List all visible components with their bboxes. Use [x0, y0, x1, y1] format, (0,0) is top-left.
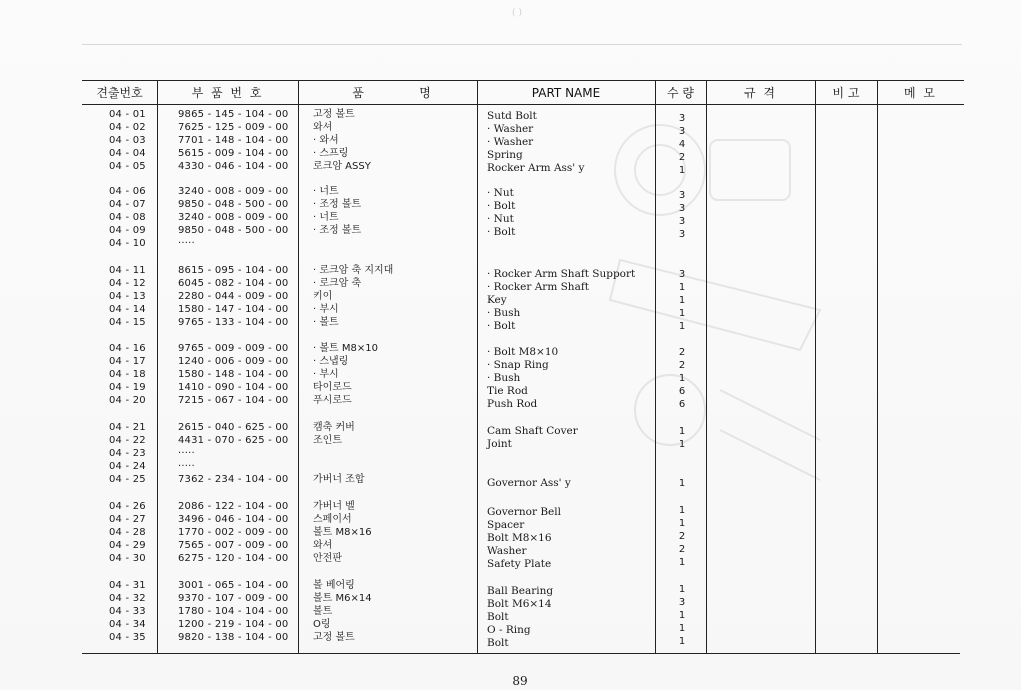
quantity: 3: [678, 203, 686, 214]
row-number: 04 - 29: [109, 540, 146, 551]
korean-name: 볼트 M6×14: [313, 593, 372, 604]
quantity: 1: [678, 505, 686, 516]
quantity: 1: [678, 557, 686, 568]
part-number: 2615 - 040 - 625 - 00: [178, 422, 289, 433]
quantity: 1: [678, 426, 686, 437]
row-number: 04 - 22: [109, 435, 146, 446]
part-name: O - Ring: [487, 624, 531, 636]
quantity: 1: [678, 610, 686, 621]
quantity: 2: [678, 531, 686, 542]
part-name: Bolt: [487, 637, 509, 649]
korean-name: · 스프링: [313, 148, 349, 159]
parts-table: [82, 80, 964, 654]
top-faint-rule: [82, 44, 962, 45]
korean-name: 로크암 ASSY: [313, 161, 371, 172]
header-spec: 규 격: [744, 86, 777, 100]
part-name: · Nut: [487, 187, 514, 199]
row-number: 04 - 01: [109, 109, 146, 120]
row-number: 04 - 19: [109, 382, 146, 393]
column-divider: [477, 80, 478, 654]
header-remark: 비 고: [832, 86, 860, 100]
column-divider: [877, 80, 878, 654]
korean-name: · 볼트 M8×10: [313, 343, 378, 354]
quantity: 1: [678, 478, 686, 489]
header-part-name: PART NAME: [531, 86, 601, 100]
quantity: 4: [678, 139, 686, 150]
quantity: 3: [678, 597, 686, 608]
quantity: 1: [678, 623, 686, 634]
row-number: 04 - 15: [109, 317, 146, 328]
part-name: · Nut: [487, 213, 514, 225]
part-number: 2086 - 122 - 104 - 00: [178, 501, 289, 512]
part-number: 7625 - 125 - 009 - 00: [178, 122, 289, 133]
part-name: · Bolt M8×10: [487, 346, 559, 358]
part-number: 2280 - 044 - 009 - 00: [178, 291, 289, 302]
header-no: 견출번호: [96, 86, 143, 100]
quantity: 1: [678, 636, 686, 647]
quantity: 2: [678, 360, 686, 371]
part-number: 6275 - 120 - 104 - 00: [178, 553, 289, 564]
korean-name: · 부시: [313, 304, 339, 315]
part-name: · Washer: [487, 136, 534, 148]
korean-name: 캠축 커버: [313, 422, 355, 433]
row-number: 04 - 17: [109, 356, 146, 367]
part-number: 6045 - 082 - 104 - 00: [178, 278, 289, 289]
part-name: Governor Bell: [487, 506, 561, 518]
korean-name: · 볼트: [313, 317, 339, 328]
part-name: Spring: [487, 149, 523, 161]
part-number: 1780 - 104 - 104 - 00: [178, 606, 289, 617]
part-name: Push Rod: [487, 398, 538, 410]
row-number: 04 - 20: [109, 395, 146, 406]
part-number: 9850 - 048 - 500 - 00: [178, 199, 289, 210]
row-number: 04 - 04: [109, 148, 146, 159]
row-number: 04 - 11: [109, 265, 146, 276]
part-number: 3240 - 008 - 009 - 00: [178, 212, 289, 223]
column-divider: [706, 80, 707, 654]
row-number: 04 - 08: [109, 212, 146, 223]
quantity: 1: [678, 518, 686, 529]
korean-name: 키이: [313, 291, 333, 302]
part-name: · Washer: [487, 123, 534, 135]
quantity: 6: [678, 399, 686, 410]
part-name: · Bush: [487, 372, 521, 384]
part-name: Rocker Arm Ass' y: [487, 162, 585, 174]
part-name: Sutd Bolt: [487, 110, 537, 122]
korean-name: · 와셔: [313, 135, 339, 146]
part-number: 9850 - 048 - 500 - 00: [178, 225, 289, 236]
korean-name: 볼트: [313, 606, 333, 617]
quantity: 3: [678, 229, 686, 240]
part-name: Spacer: [487, 519, 525, 531]
row-number: 04 - 27: [109, 514, 146, 525]
part-number: 7701 - 148 - 104 - 00: [178, 135, 289, 146]
korean-name: 고정 볼트: [313, 632, 355, 643]
part-name: · Bolt: [487, 200, 516, 212]
part-number: 4330 - 046 - 104 - 00: [178, 161, 289, 172]
row-number: 04 - 13: [109, 291, 146, 302]
korean-name: 고정 볼트: [313, 109, 355, 120]
row-number: 04 - 12: [109, 278, 146, 289]
column-divider: [298, 80, 299, 654]
part-name: Ball Bearing: [487, 585, 554, 597]
row-number: 04 - 02: [109, 122, 146, 133]
part-name: Bolt M8×16: [487, 532, 552, 544]
quantity: 1: [678, 373, 686, 384]
row-number: 04 - 30: [109, 553, 146, 564]
quantity: 3: [678, 113, 686, 124]
korean-name: · 조정 볼트: [313, 225, 362, 236]
quantity: 1: [678, 584, 686, 595]
page-number: 89: [512, 674, 528, 688]
row-number: 04 - 35: [109, 632, 146, 643]
korean-name: 타이로드: [313, 382, 352, 393]
korean-name: · 로크암 축: [313, 278, 362, 289]
part-name: Bolt M6×14: [487, 598, 552, 610]
korean-name: O링: [313, 619, 331, 630]
part-number: 1580 - 148 - 104 - 00: [178, 369, 289, 380]
quantity: 3: [678, 269, 686, 280]
korean-name: 스페이서: [313, 514, 352, 525]
korean-name: · 로크암 축 지지대: [313, 265, 394, 276]
part-name: Joint: [487, 438, 512, 450]
part-name: Cam Shaft Cover: [487, 425, 578, 437]
quantity: 3: [678, 126, 686, 137]
row-number: 04 - 09: [109, 225, 146, 236]
row-number: 04 - 14: [109, 304, 146, 315]
part-number: 7362 - 234 - 104 - 00: [178, 474, 289, 485]
quantity: 1: [678, 308, 686, 319]
part-number: 1580 - 147 - 104 - 00: [178, 304, 289, 315]
part-number: 7565 - 007 - 009 - 00: [178, 540, 289, 551]
header-name-kr-1: 품: [352, 86, 364, 100]
quantity: 3: [678, 216, 686, 227]
row-number: 04 - 31: [109, 580, 146, 591]
part-name: Washer: [487, 545, 527, 557]
part-number: 3001 - 065 - 104 - 00: [178, 580, 289, 591]
korean-name: 와셔: [313, 122, 333, 133]
part-number: 3240 - 008 - 009 - 00: [178, 186, 289, 197]
row-number: 04 - 03: [109, 135, 146, 146]
part-number: 8615 - 095 - 104 - 00: [178, 265, 289, 276]
quantity: 1: [678, 165, 686, 176]
quantity: 1: [678, 439, 686, 450]
korean-name: 가버너 조합: [313, 474, 365, 485]
korean-name: 안전판: [313, 553, 342, 564]
header-qty: 수 량: [667, 86, 694, 100]
table-top-rule: [82, 80, 964, 81]
part-name: Tie Rod: [487, 385, 528, 397]
row-number: 04 - 28: [109, 527, 146, 538]
header-memo: 메 모: [904, 86, 937, 100]
part-number: 9370 - 107 - 009 - 00: [178, 593, 289, 604]
part-name: · Snap Ring: [487, 359, 549, 371]
column-divider: [815, 80, 816, 654]
row-number: 04 - 16: [109, 343, 146, 354]
table-bottom-rule: [82, 653, 960, 654]
korean-name: 푸시로드: [313, 395, 352, 406]
header-name-kr-2: 명: [419, 86, 431, 100]
part-number: ·····: [178, 238, 195, 249]
korean-name: · 부시: [313, 369, 339, 380]
part-name: · Bush: [487, 307, 521, 319]
part-number: 1410 - 090 - 104 - 00: [178, 382, 289, 393]
part-number: 7215 - 067 - 104 - 00: [178, 395, 289, 406]
part-name: · Rocker Arm Shaft Support: [487, 268, 636, 280]
row-number: 04 - 32: [109, 593, 146, 604]
part-name: Bolt: [487, 611, 509, 623]
row-number: 04 - 05: [109, 161, 146, 172]
part-name: · Bolt: [487, 320, 516, 332]
part-number: 1200 - 219 - 104 - 00: [178, 619, 289, 630]
korean-name: 볼 베어링: [313, 580, 355, 591]
part-name: Safety Plate: [487, 558, 552, 570]
part-number: 1770 - 002 - 009 - 00: [178, 527, 289, 538]
row-number: 04 - 24: [109, 461, 146, 472]
korean-name: · 스냅링: [313, 356, 349, 367]
header-bottom-rule: [82, 104, 964, 105]
header-part-no: 부 품 번 호: [191, 86, 264, 100]
part-number: 9765 - 133 - 104 - 00: [178, 317, 289, 328]
part-number: ·····: [178, 448, 195, 459]
part-name: Key: [487, 294, 507, 306]
korean-name: · 조정 볼트: [313, 199, 362, 210]
part-number: 9765 - 009 - 009 - 00: [178, 343, 289, 354]
row-number: 04 - 25: [109, 474, 146, 485]
korean-name: 와셔: [313, 540, 333, 551]
korean-name: · 너트: [313, 212, 339, 223]
part-name: Governor Ass' y: [487, 477, 571, 489]
row-number: 04 - 10: [109, 238, 146, 249]
row-number: 04 - 18: [109, 369, 146, 380]
part-number: 4431 - 070 - 625 - 00: [178, 435, 289, 446]
quantity: 1: [678, 282, 686, 293]
part-number: ·····: [178, 461, 195, 472]
korean-name: · 너트: [313, 186, 339, 197]
part-number: 9820 - 138 - 104 - 00: [178, 632, 289, 643]
quantity: 2: [678, 544, 686, 555]
quantity: 1: [678, 321, 686, 332]
row-number: 04 - 07: [109, 199, 146, 210]
row-number: 04 - 26: [109, 501, 146, 512]
part-number: 5615 - 009 - 104 - 00: [178, 148, 289, 159]
faint-page-mark: ( ): [512, 8, 522, 18]
quantity: 6: [678, 386, 686, 397]
korean-name: 조인트: [313, 435, 342, 446]
quantity: 2: [678, 347, 686, 358]
part-number: 3496 - 046 - 104 - 00: [178, 514, 289, 525]
row-number: 04 - 23: [109, 448, 146, 459]
part-number: 9865 - 145 - 104 - 00: [178, 109, 289, 120]
korean-name: 볼트 M8×16: [313, 527, 372, 538]
quantity: 3: [678, 190, 686, 201]
quantity: 2: [678, 152, 686, 163]
quantity: 1: [678, 295, 686, 306]
korean-name: 가버너 벨: [313, 501, 355, 512]
part-name: · Rocker Arm Shaft: [487, 281, 589, 293]
row-number: 04 - 34: [109, 619, 146, 630]
row-number: 04 - 06: [109, 186, 146, 197]
part-number: 1240 - 006 - 009 - 00: [178, 356, 289, 367]
row-number: 04 - 33: [109, 606, 146, 617]
row-number: 04 - 21: [109, 422, 146, 433]
part-name: · Bolt: [487, 226, 516, 238]
